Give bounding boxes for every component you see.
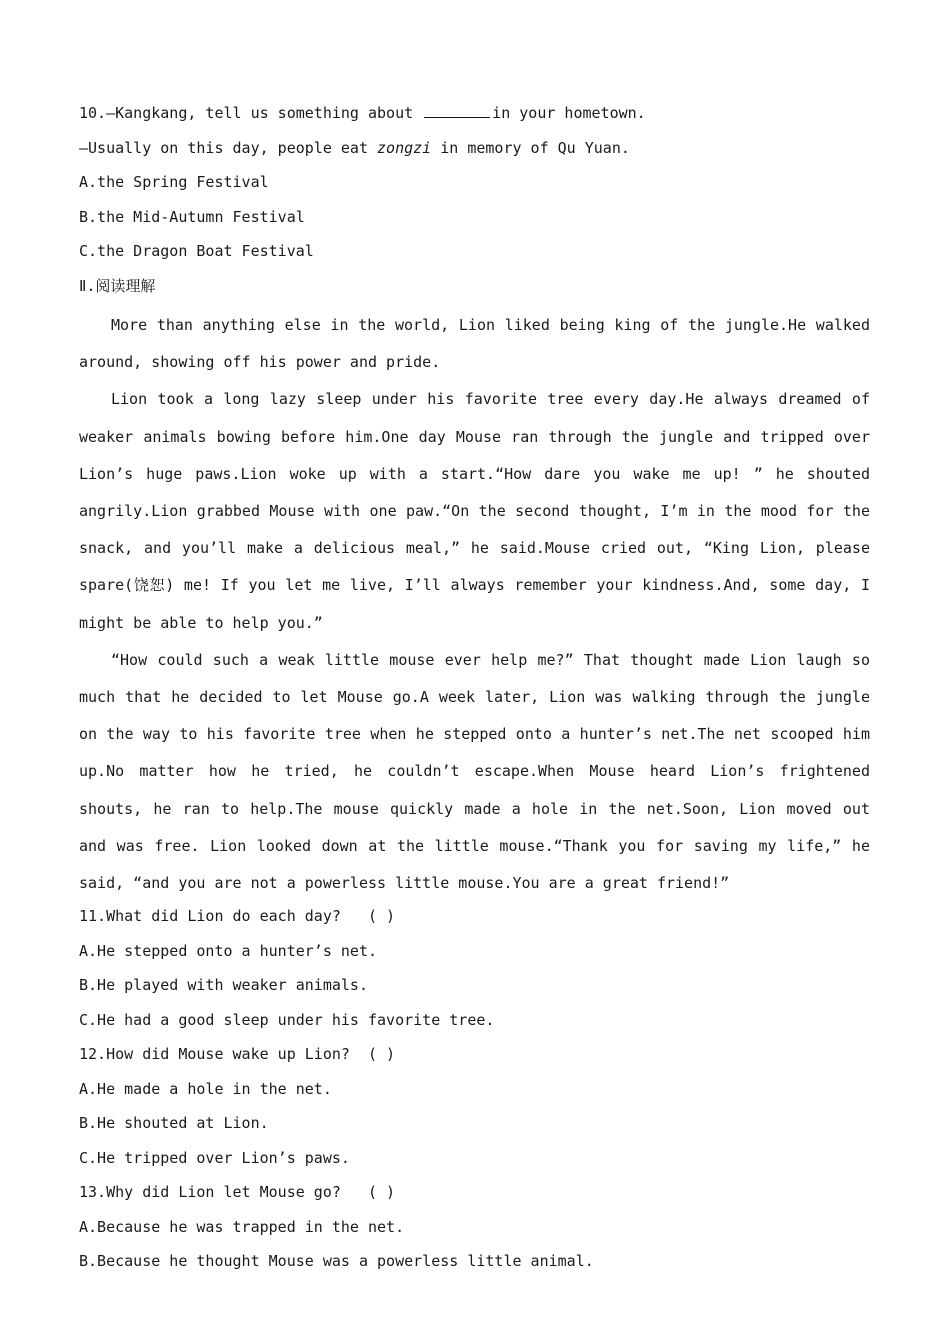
- answer-bracket: ( ): [368, 1045, 396, 1064]
- question-13-option-a: A.Because he was trapped in the net.: [79, 1217, 405, 1236]
- answer-bracket: ( ): [368, 1183, 396, 1202]
- passage-paragraph-2: Lion took a long lazy sleep under his favorite tree every day.He always dreamed of weaker animals bowing before him.One day Mouse ran through the jungle and tripped over Lion’s huge paws.Lion woke up with a start.“How dare you wake me up! ” he shouted angrily.Lion grabbed Mouse with one paw.“On the second thought, I’m in the mood for the snack, and you’ll make a delicious meal,” he said.Mouse cried out, “King Lion, please spare(饶恕) me! If you let me live, I’ll always remember your kindness.And, some day, I might be able to help you.”: [79, 390, 870, 632]
- question-12-option-a: A.He made a hole in the net.: [79, 1079, 332, 1098]
- question-12-option-c: C.He tripped over Lion’s paws.: [79, 1148, 350, 1167]
- section-heading: Ⅱ.阅读理解: [79, 276, 156, 295]
- passage-paragraph-3: “How could such a weak little mouse ever help me?” That thought made Lion laugh so much that he decided to let Mouse go.A week later, Lion was walking through the jungle on the way to his favorite tree when he stepped onto a hunter’s net.The net scooped him up.No matter how he tried, he couldn’t escape.When Mouse heard Lion’s frightened shouts, he ran to help.The mouse quickly made a hole in the net.Soon, Lion moved out and was free. Lion looked down at the little mouse.“Thank you for saving my life,” he said, “and you are not a powerless little mouse.You are a great friend!”: [79, 650, 870, 893]
- question-12-option-b: B.He shouted at Lion.: [79, 1114, 269, 1133]
- answer-blank: [424, 102, 490, 118]
- question-13-option-b: B.Because he thought Mouse was a powerless little animal.: [79, 1252, 594, 1271]
- question-10-text: 10.—Kangkang, tell us something about: [79, 104, 423, 122]
- question-11-option-c: C.He had a good sleep under his favorite tree.: [79, 1010, 495, 1029]
- reply-text-end: in memory of Qu Yuan.: [431, 138, 630, 157]
- question-12-text: 12.How did Mouse wake up Lion?: [79, 1045, 350, 1064]
- answer-bracket: ( ): [368, 907, 396, 926]
- question-10-option-c: C.the Dragon Boat Festival: [79, 242, 314, 260]
- question-13-text: 13.Why did Lion let Mouse go?: [79, 1183, 341, 1202]
- reply-italic-word: zongzi: [377, 138, 432, 157]
- question-10-option-a: A.the Spring Festival: [79, 173, 269, 191]
- document-page: [79, 99, 870, 1282]
- question-10-option-b: B.the Mid-Autumn Festival: [79, 207, 305, 226]
- question-10-reply: [79, 134, 870, 169]
- question-11-stem: [79, 902, 870, 937]
- question-11-option-a: A.He stepped onto a hunter’s net.: [79, 941, 378, 960]
- question-10-text-end: in your hometown.: [492, 104, 646, 122]
- passage-paragraph-1: More than anything else in the world, Lion liked being king of the jungle.He walked around, showing off his power and pride.: [79, 316, 870, 372]
- question-12-stem: [79, 1040, 870, 1075]
- question-11-option-b: B.He played with weaker animals.: [79, 976, 368, 995]
- question-11-text: 11.What did Lion do each day?: [79, 907, 341, 926]
- question-10-stem: [79, 99, 870, 134]
- reply-text: —Usually on this day, people eat: [79, 138, 378, 157]
- question-13-stem: [79, 1178, 870, 1213]
